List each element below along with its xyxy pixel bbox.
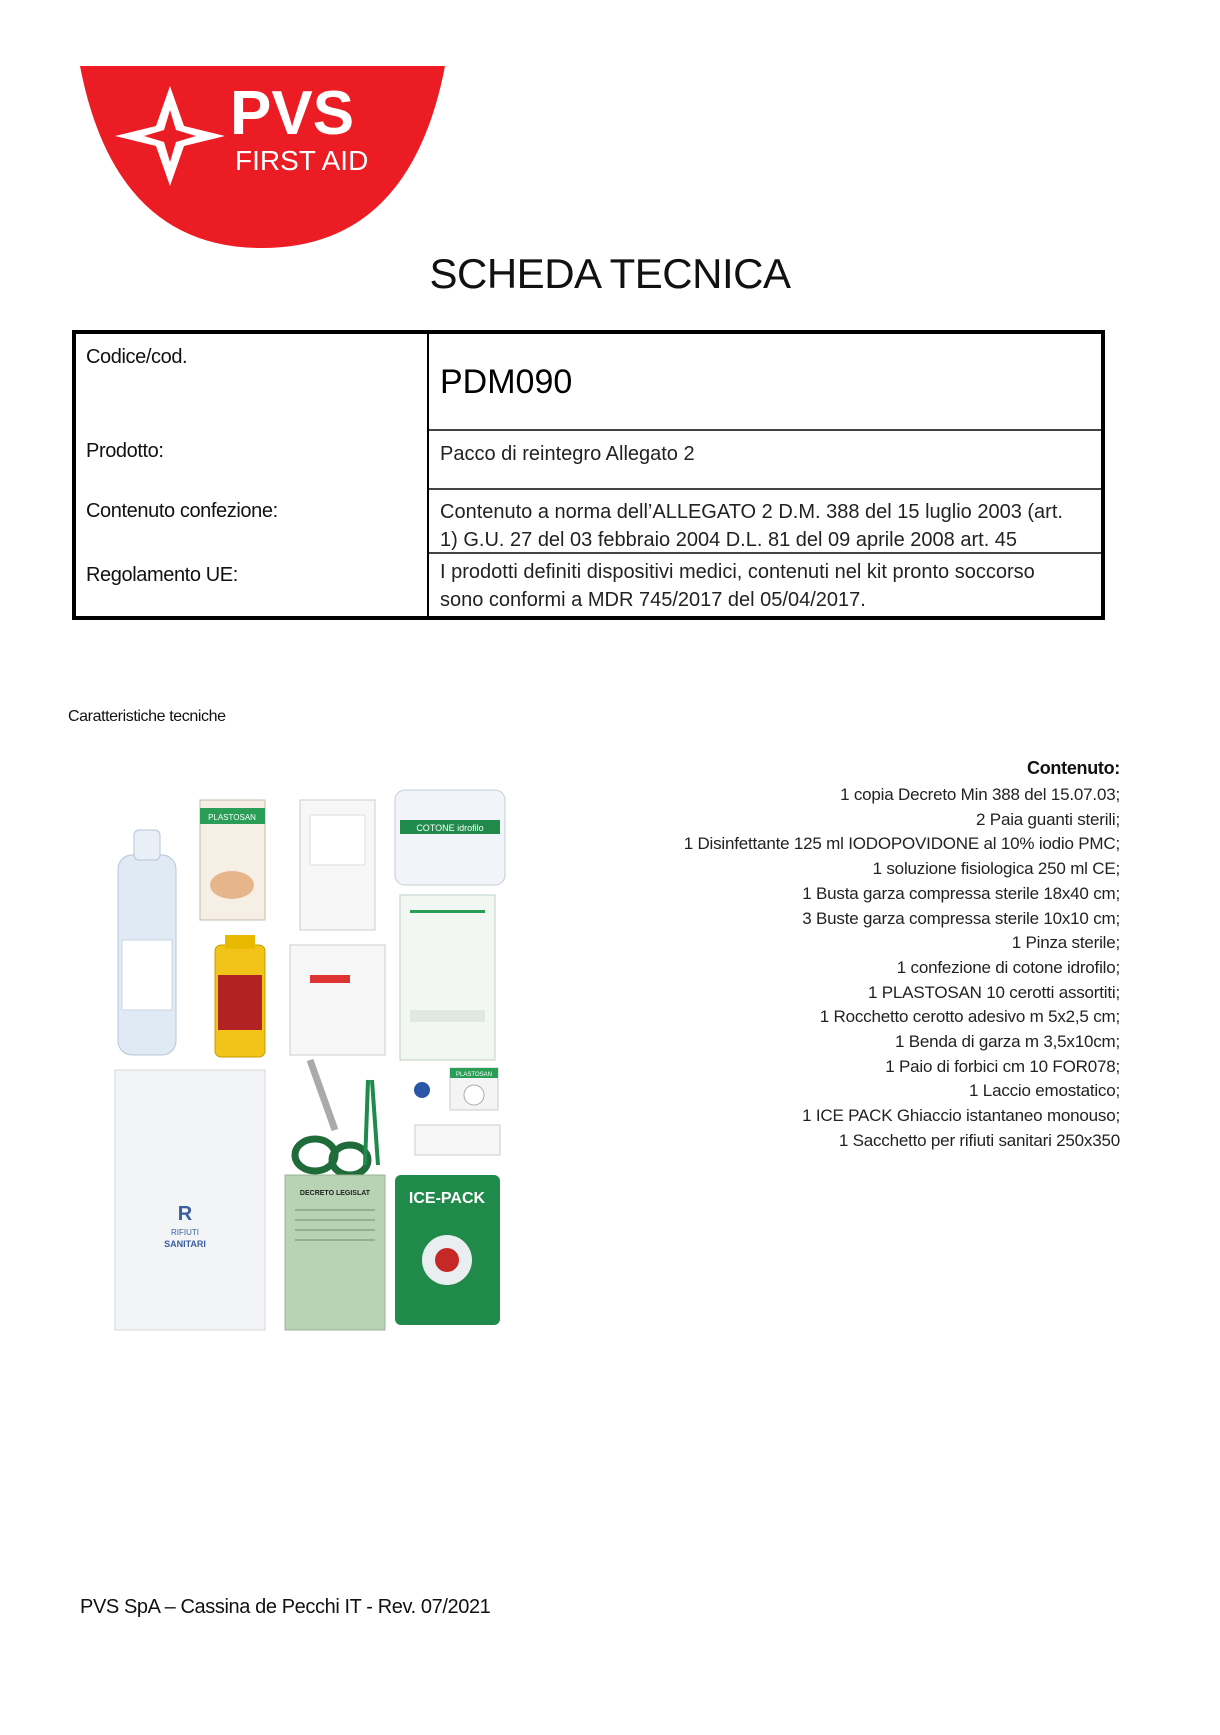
product-label: Prodotto: — [86, 440, 164, 462]
svg-text:R: R — [177, 1203, 193, 1225]
list-item: 1 Laccio emostatico; — [969, 1081, 1120, 1101]
table-rule — [429, 488, 1101, 490]
list-item: 1 PLASTOSAN 10 cerotti assortiti; — [868, 982, 1120, 1002]
spec-table — [72, 330, 1105, 620]
product-value: Pacco di reintegro Allegato 2 — [440, 443, 695, 465]
logo-brand: PVS — [230, 79, 355, 148]
svg-text:SANITARI: SANITARI — [164, 1239, 206, 1249]
list-item: 1 confezione di cotone idrofilo; — [896, 957, 1120, 977]
reg-value-line1: I prodotti definiti dispositivi medici, contenuti nel kit pronto soccorso — [440, 561, 1035, 583]
large-gauze-envelope — [400, 895, 495, 1060]
content-value-line2: 1) G.U. 27 del 03 febbraio 2004 D.L. 81 del 09 aprile 2008 art. 45 — [440, 529, 1018, 551]
code-label: Codice/cod. — [86, 346, 188, 368]
list-item: 1 Rocchetto cerotto adesivo m 5x2,5 cm; — [819, 1007, 1120, 1027]
bandage-roll — [415, 1125, 500, 1155]
tweezers — [365, 1080, 378, 1165]
list-item: 1 Disinfettante 125 ml IODOPOVIDONE al 10% iodio PMC; — [683, 834, 1120, 854]
list-item: 1 copia Decreto Min 388 del 15.07.03; — [840, 785, 1120, 804]
cotton-pack — [395, 790, 505, 885]
contents-list — [520, 758, 1120, 1154]
ice-pack — [395, 1175, 500, 1325]
page-title: SCHEDA TECNICA — [429, 250, 791, 297]
list-item: 1 Paio di forbici cm 10 FOR078; — [885, 1056, 1120, 1076]
reg-value-line2: sono conformi a MDR 745/2017 del 05/04/2017. — [440, 589, 866, 611]
waste-bag — [115, 1070, 265, 1330]
gauze-envelope — [290, 945, 385, 1055]
list-item: 3 Buste garza compressa sterile 10x10 cm; — [802, 908, 1120, 928]
contents-heading: Contenuto: — [1027, 758, 1120, 778]
scissors — [295, 1060, 368, 1175]
list-item: 1 Sacchetto per rifiuti sanitari 250x350 — [838, 1130, 1120, 1150]
footer: PVS SpA – Cassina de Pecchi IT - Rev. 07/2021 — [80, 1596, 491, 1618]
kit-contents-photo — [110, 770, 570, 1340]
logo-tagline: FIRST AID — [235, 145, 369, 176]
svg-text:DECRETO LEGISLAT: DECRETO LEGISLAT — [299, 1190, 371, 1197]
section-label: Caratteristiche tecniche — [68, 708, 226, 725]
list-item: 1 soluzione fisiologica 250 ml CE; — [872, 859, 1120, 879]
iodine-bottle — [215, 935, 265, 1057]
svg-text:ICE-PACK: ICE-PACK — [408, 1190, 486, 1207]
content-value-line1: Contenuto a norma dell’ALLEGATO 2 D.M. 388 del 15 luglio 2003 (art. — [440, 501, 1063, 523]
pvs-first-aid-logo — [80, 66, 445, 248]
plastosan-box — [200, 800, 265, 920]
table-divider — [427, 334, 429, 616]
contents-items — [520, 783, 1120, 1154]
content-label: Contenuto confezione: — [86, 500, 278, 522]
saline-bottle — [118, 830, 176, 1055]
reg-label: Regolamento UE: — [86, 564, 238, 586]
svg-text:COTONE idrofilo: COTONE idrofilo — [416, 823, 484, 833]
svg-text:PLASTOSAN: PLASTOSAN — [456, 1072, 492, 1078]
svg-text:RIFIUTI: RIFIUTI — [171, 1228, 199, 1237]
svg-text:PLASTOSAN: PLASTOSAN — [208, 813, 256, 822]
list-item: 1 Benda di garza m 3,5x10cm; — [895, 1032, 1120, 1052]
list-item: 1 Busta garza compressa sterile 18x40 cm; — [802, 883, 1120, 903]
list-item: 1 Pinza sterile; — [1011, 933, 1120, 953]
decree-document — [285, 1175, 385, 1330]
tape-roll — [414, 1068, 498, 1110]
table-rule — [429, 429, 1101, 431]
code-value: PDM090 — [440, 363, 573, 401]
list-item: 1 ICE PACK Ghiaccio istantaneo monouso; — [802, 1106, 1120, 1126]
gloves-envelope — [300, 800, 375, 930]
list-item: 2 Paia guanti sterili; — [976, 809, 1120, 829]
